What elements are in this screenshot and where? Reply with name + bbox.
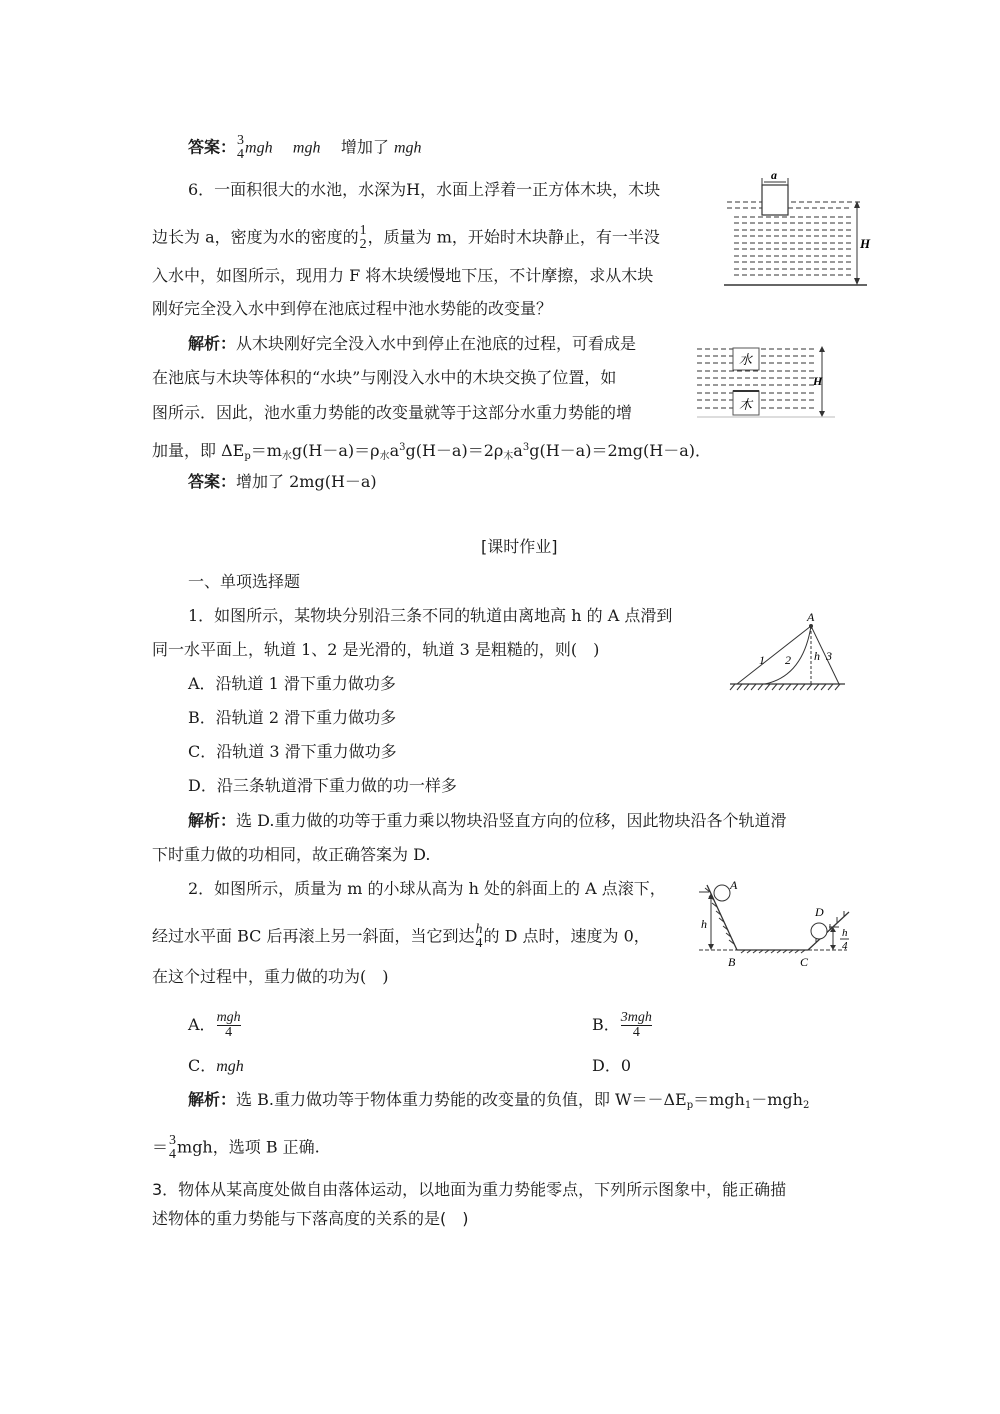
ground-hatch bbox=[730, 684, 840, 690]
q2-line1: 2．如图所示，质量为 m 的小球从高为 h 处的斜面上的 A 点滚下， bbox=[188, 879, 666, 898]
q6-analysis-line2: 在池底与木块等体积的“水块”与刚没入水中的木块交换了位置，如 bbox=[152, 368, 617, 387]
label-3: 3 bbox=[826, 649, 832, 663]
section-subtitle: 一、单项选择题 bbox=[188, 572, 301, 591]
ball-D bbox=[811, 923, 827, 939]
label-water: 水 bbox=[739, 352, 753, 367]
q1-line1: 1．如图所示，某物块分别沿三条不同的轨道由离地高 h 的 A 点滑到 bbox=[188, 606, 673, 625]
answer-label: 答案： bbox=[188, 137, 237, 157]
q2-analysis-line2: ＝ 3 4 mgh，选项 B 正确. bbox=[152, 1133, 320, 1162]
q1-figure-tracks bbox=[725, 610, 850, 693]
q6-answer: 答案：增加了 2mg(H－a) bbox=[188, 472, 377, 491]
fraction: 3 4 bbox=[237, 133, 245, 162]
label-H: H bbox=[813, 374, 823, 388]
fraction: 1 2 bbox=[359, 223, 367, 252]
label-C: C bbox=[800, 955, 809, 969]
q2-figure-slopes bbox=[697, 880, 867, 975]
q2-option-b: B． $\frac{\text{3mgh}}{4}$ bbox=[592, 1010, 652, 1040]
track-1 bbox=[737, 626, 811, 684]
label-wood: 木 bbox=[739, 397, 753, 412]
label-A: A bbox=[807, 610, 815, 624]
label-h4-num: h bbox=[842, 927, 848, 939]
label-a: a bbox=[771, 168, 777, 182]
q6-figure-pool bbox=[722, 168, 872, 295]
wood-block bbox=[762, 185, 788, 215]
q1-option-d: D．沿三条轨道滑下重力做的功一样多 bbox=[188, 776, 457, 795]
q6-line1: 6．一面积很大的水池，水深为H，水面上浮着一正方体木块，木块 bbox=[188, 180, 661, 199]
q1-line2: 同一水平面上，轨道 1、2 是光滑的，轨道 3 是粗糙的，则( ) bbox=[152, 640, 600, 659]
label-H: H bbox=[860, 236, 871, 251]
q2-line2: 经过水平面 BC 后再滚上另一斜面，当它到达 h 4 的 D 点时，速度为 0， bbox=[152, 922, 650, 951]
water-lines bbox=[727, 202, 862, 275]
section-title: [课时作业] bbox=[481, 537, 558, 556]
q2-option-c: C．mgh bbox=[188, 1056, 244, 1075]
q5-answer: 答案： 3 4 mgh mgh 增加了 mgh bbox=[188, 133, 422, 162]
q6-line3: 入水中，如图所示，现用力 F 将木块缓慢地下压，不计摩擦，求从木块 bbox=[152, 266, 654, 285]
label-h: h bbox=[814, 649, 820, 663]
q2-option-a: A． $\frac{\text{mgh}}{4}$ bbox=[188, 1010, 241, 1040]
point-A bbox=[809, 624, 813, 628]
fraction: $\frac{\text{3mgh}}{4}$ bbox=[620, 1010, 652, 1040]
fraction: $\frac{\text{mgh}}{4}$ bbox=[216, 1010, 241, 1040]
q6-analysis-line3: 图所示．因此，池水重力势能的改变量就等于这部分水重力势能的增 bbox=[152, 403, 633, 422]
ball-A bbox=[714, 885, 730, 901]
label-1: 1 bbox=[759, 653, 765, 667]
label-B: B bbox=[728, 955, 736, 969]
label-h4-den: 4 bbox=[842, 940, 848, 952]
label-2: 2 bbox=[785, 653, 791, 667]
q2-option-d: D．0 bbox=[592, 1056, 632, 1075]
q1-analysis-line2: 下时重力做的功相同，故正确答案为 D. bbox=[152, 845, 431, 864]
q6-line4: 刚好完全没入水中到停在池底过程中池水势能的改变量？ bbox=[152, 299, 553, 318]
label-h: h bbox=[701, 917, 707, 931]
fraction: h 4 bbox=[475, 922, 483, 951]
q1-option-a: A．沿轨道 1 滑下重力做功多 bbox=[188, 674, 396, 693]
q6-line2: 边长为 a，密度为水的密度的 1 2 ，质量为 m，开始时木块静止，有一半没 bbox=[152, 223, 660, 252]
q1-option-b: B．沿轨道 2 滑下重力做功多 bbox=[188, 708, 397, 727]
q2-analysis-line1: 解析：选 B.重力做功等于物体重力势能的改变量的负值，即 $W=-\Delta E_p=mgh_1-mgh_2$ bbox=[188, 1090, 810, 1111]
q3-line2: 述物体的重力势能与下落高度的关系的是( ) bbox=[152, 1209, 469, 1228]
label-D: D bbox=[815, 905, 824, 919]
fraction: 3 4 bbox=[169, 1133, 177, 1162]
q6-figure-exchange bbox=[695, 345, 835, 420]
q3-line1: 3．物体从某高度处做自由落体运动，以地面为重力势能零点，下列所示图象中，能正确描 bbox=[152, 1180, 787, 1199]
q6-analysis-line1: 解析：从木块刚好完全没入水中到停止在池底的过程，可看成是 bbox=[188, 334, 637, 353]
q1-analysis-line1: 解析：选 D.重力做的功等于重力乘以物块沿竖直方向的位移，因此物块沿各个轨道滑 bbox=[188, 811, 787, 830]
q2-line3: 在这个过程中，重力做的功为( ) bbox=[152, 967, 389, 986]
q6-analysis-line4: 加量，即 $\Delta E_p=m_水g(H-a)=\rho_水a^3g(H-a)=2\rho_木a^3g(H-a)=2mg(H-a)$． bbox=[152, 441, 712, 462]
label-A: A bbox=[730, 878, 738, 892]
q1-option-c: C．沿轨道 3 滑下重力做功多 bbox=[188, 742, 397, 761]
